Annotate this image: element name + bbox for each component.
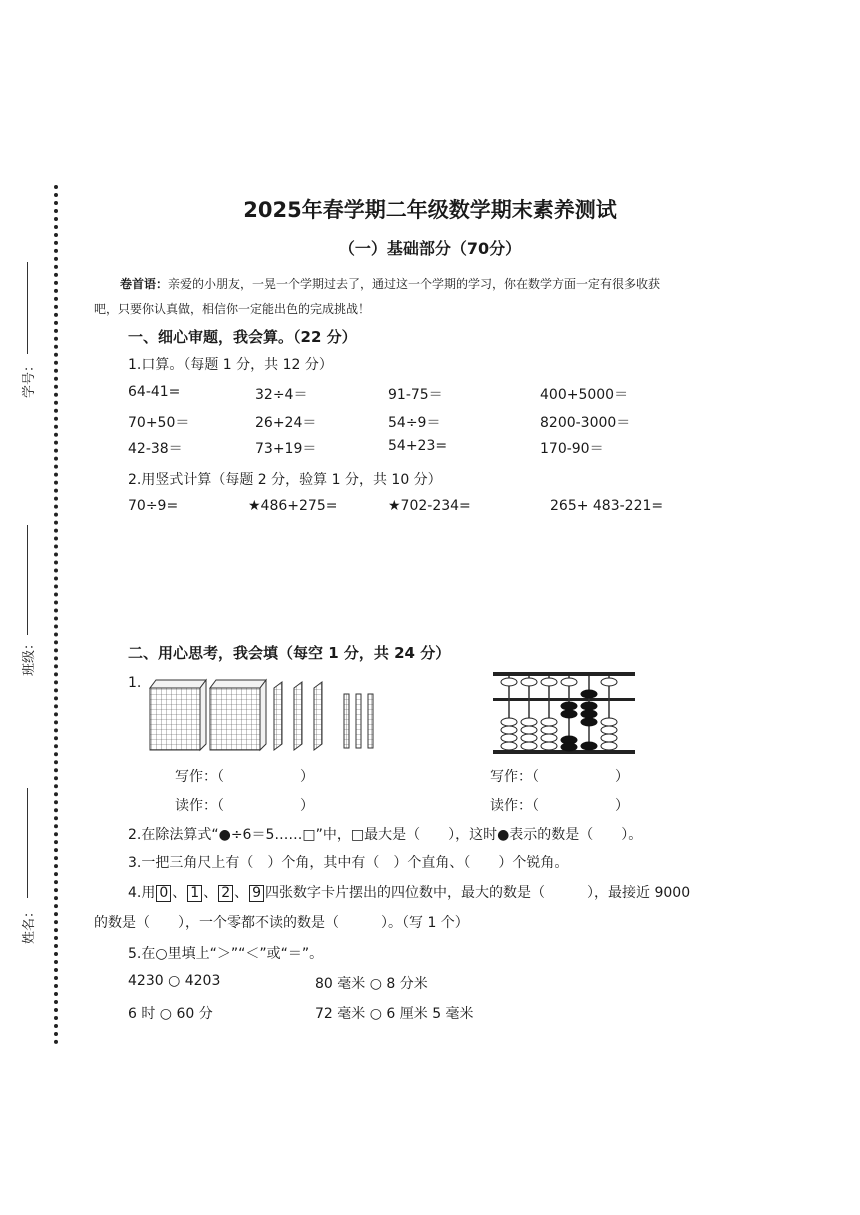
question-4-line-1: [128, 882, 690, 902]
question-2: 2.在除法算式“●÷6＝5……□”中，□最大是（ ），这时●表示的数是（ ）。: [128, 827, 643, 843]
oral-item: 8200-3000＝: [540, 415, 631, 431]
compare-item: 6 时 ○ 60 分: [128, 1006, 213, 1022]
question-4-line-2: 的数是（ ），一个零都不读的数是（ ）。（写 1 个）: [94, 915, 469, 931]
hundred-block: [210, 680, 266, 750]
binding-dotted-line: [54, 185, 58, 1045]
oral-item: 170-90＝: [540, 441, 604, 457]
ten-rod: [344, 694, 349, 748]
ten-plate: [294, 682, 302, 750]
digit-card: 0: [156, 885, 171, 902]
oral-item: 70+50＝: [128, 415, 190, 431]
intro-line-1: [120, 275, 660, 292]
section1-heading: 一、细心审题，我会算。（22 分）: [128, 328, 357, 346]
write-blank-right: [490, 766, 629, 786]
close-paren: ）: [615, 798, 629, 814]
student-id-line: [27, 262, 28, 354]
digit-card: 2: [218, 885, 233, 902]
ten-rod: [356, 694, 361, 748]
compare-item: 80 毫米 ○ 8 分米: [315, 976, 428, 992]
oral-item: 54÷9＝: [388, 415, 441, 431]
read-blank-right: [490, 795, 629, 815]
oral-calc-label: 1.口算。（每题 1 分，共 12 分）: [128, 357, 333, 373]
oral-item: 400+5000＝: [540, 387, 629, 403]
close-paren: ）: [300, 769, 314, 785]
oral-item: 32÷4＝: [255, 387, 308, 403]
read-label: 读作：（: [490, 798, 539, 814]
ten-rod: [368, 694, 373, 748]
page-subtitle: （一）基础部分（70分）: [338, 239, 522, 258]
oral-item: 64-41=: [128, 384, 181, 400]
q4-separator: 、: [234, 885, 249, 901]
student-id-label: 学号：: [22, 358, 37, 398]
hundred-block: [150, 680, 206, 750]
abacus-figure: [493, 670, 635, 756]
vertical-item: ★702-234=: [388, 498, 471, 514]
close-paren: ）: [300, 798, 314, 814]
class-label: 班级：: [22, 636, 37, 676]
vertical-item: 70÷9=: [128, 498, 179, 514]
q4-text: 四张数字卡片摆出的四位数中，最大的数是（ ），最接近 9000: [265, 885, 691, 901]
write-label: 写作：（: [490, 769, 539, 785]
q4-separator: 、: [203, 885, 218, 901]
vertical-item: ★486+275=: [248, 498, 338, 514]
section2-heading: 二、用心思考，我会填（每空 1 分，共 24 分）: [128, 644, 451, 662]
write-blank-left: [175, 766, 314, 786]
oral-item: 26+24＝: [255, 415, 317, 431]
close-paren: ）: [615, 769, 629, 785]
question-5: 5.在○里填上“＞”“＜”或“＝”。: [128, 946, 324, 962]
read-blank-left: [175, 795, 314, 815]
name-label: 姓名：: [22, 904, 37, 944]
q1-number: 1.: [128, 675, 142, 691]
class-line: [27, 525, 28, 635]
write-label: 写作：（: [175, 769, 224, 785]
page-title: 2025年春学期二年级数学期末素养测试: [243, 198, 617, 222]
q4-prefix: 4.用: [128, 885, 156, 901]
oral-item: 42-38＝: [128, 441, 183, 457]
vertical-calc-label: 2.用竖式计算（每题 2 分，验算 1 分，共 10 分）: [128, 472, 442, 488]
compare-item: 72 毫米 ○ 6 厘米 5 毫米: [315, 1006, 474, 1022]
q4-separator: 、: [172, 885, 187, 901]
digit-card: 9: [249, 885, 264, 902]
intro-line-2: 吧，只要你认真做，相信你一定能出色的完成挑战！: [94, 302, 371, 316]
intro-label: 卷首语：: [120, 277, 169, 291]
oral-item: 54+23=: [388, 438, 448, 454]
place-value-blocks-figure: [146, 674, 381, 754]
compare-item: 4230 ○ 4203: [128, 973, 221, 989]
read-label: 读作：（: [175, 798, 224, 814]
digit-card: 1: [187, 885, 202, 902]
ten-plate: [314, 682, 322, 750]
oral-item: 91-75＝: [388, 387, 443, 403]
oral-item: 73+19＝: [255, 441, 317, 457]
ten-plate: [274, 682, 282, 750]
question-3: 3.一把三角尺上有（ ）个角，其中有（ ）个直角、（ ）个锐角。: [128, 855, 569, 871]
intro-text-1: 亲爱的小朋友，一晃一个学期过去了，通过这一个学期的学习，你在数学方面一定有很多收获: [168, 277, 661, 291]
name-line: [27, 788, 28, 898]
vertical-item: 265+ 483-221=: [550, 498, 664, 514]
